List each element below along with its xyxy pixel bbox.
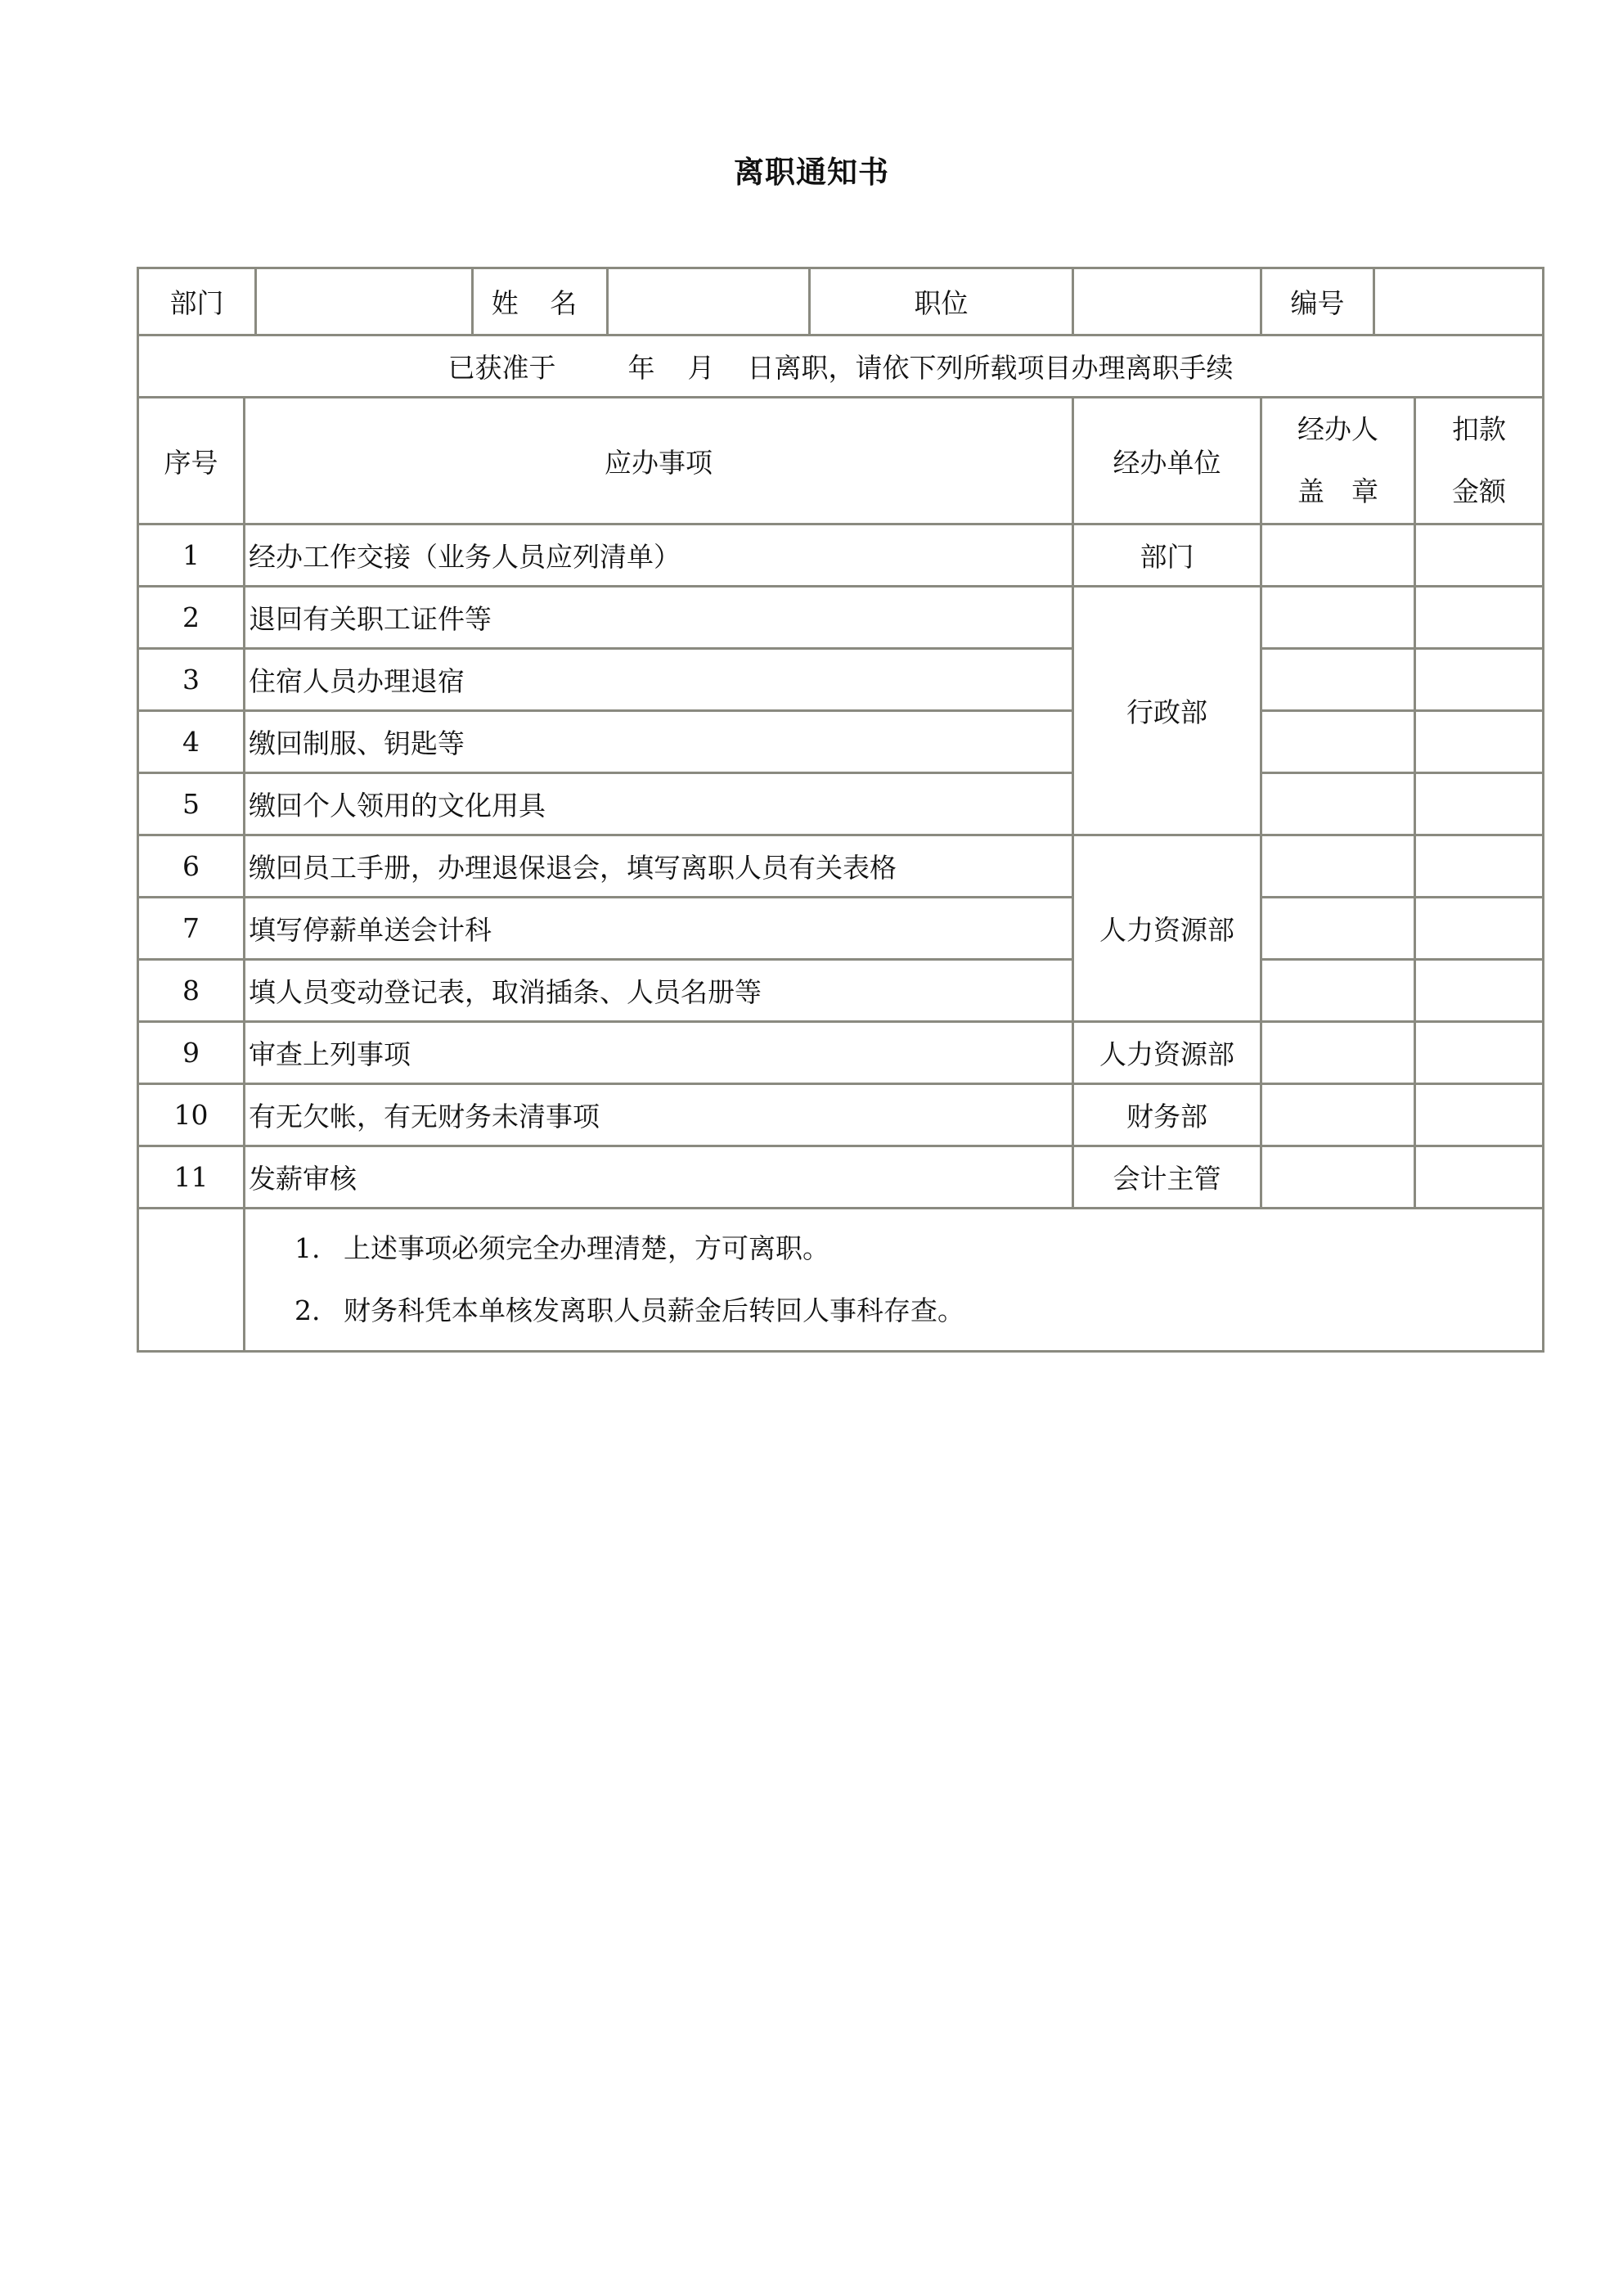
- notes-cell: [245, 1209, 1544, 1352]
- handler-stamp-cell[interactable]: [1261, 1146, 1415, 1209]
- col-handler-header: [1261, 398, 1415, 524]
- row-seq: 11: [138, 1146, 245, 1209]
- deduct-amount-cell[interactable]: [1415, 524, 1544, 587]
- col-deduct-line1: 扣款: [1452, 413, 1506, 445]
- row-item: 填人员变动登记表，取消插条、人员名册等: [245, 960, 1073, 1022]
- row-seq: 4: [138, 711, 245, 773]
- row-seq: 6: [138, 835, 245, 898]
- note-number: 1.: [294, 1232, 321, 1264]
- deduct-amount-cell[interactable]: [1415, 1022, 1544, 1084]
- approval-month: 月: [687, 352, 715, 384]
- table-row: [138, 773, 1544, 835]
- table-row: [138, 1084, 1544, 1146]
- col-seq-header: 序号: [138, 398, 245, 524]
- row-item: 缴回个人领用的文化用具: [245, 773, 1073, 835]
- row-seq: 7: [138, 898, 245, 960]
- handler-stamp-cell[interactable]: [1261, 835, 1415, 898]
- note-text: 上述事项必须完全办理清楚，方可离职。: [344, 1232, 829, 1264]
- number-field[interactable]: [1374, 268, 1544, 335]
- row-seq: 8: [138, 960, 245, 1022]
- handler-stamp-cell[interactable]: [1261, 649, 1415, 711]
- page-title: 离职通知书: [734, 155, 889, 190]
- approval-year: 年: [627, 352, 655, 384]
- row-item: 经办工作交接（业务人员应列清单）: [245, 524, 1073, 587]
- approval-row: [138, 335, 1544, 398]
- col-handler-line2: 盖 章: [1297, 475, 1378, 507]
- table-row: [138, 524, 1544, 587]
- col-deduct-line2: 金额: [1452, 475, 1506, 507]
- resignation-form-table: [137, 267, 1544, 1353]
- row-seq: 3: [138, 649, 245, 711]
- row-item: 审查上列事项: [245, 1022, 1073, 1084]
- row-unit: 部门: [1073, 524, 1261, 587]
- handler-stamp-cell[interactable]: [1261, 773, 1415, 835]
- handler-stamp-cell[interactable]: [1261, 524, 1415, 587]
- handler-stamp-cell[interactable]: [1261, 898, 1415, 960]
- deduct-amount-cell[interactable]: [1415, 711, 1544, 773]
- table-row: [138, 835, 1544, 898]
- name-field[interactable]: [608, 268, 810, 335]
- deduct-amount-cell[interactable]: [1415, 1084, 1544, 1146]
- handler-stamp-cell[interactable]: [1261, 587, 1415, 649]
- row-unit-admin: 行政部: [1073, 587, 1261, 835]
- col-unit-header: 经办单位: [1073, 398, 1261, 524]
- table-row: [138, 587, 1544, 649]
- col-item-header: 应办事项: [245, 398, 1073, 524]
- table-row: [138, 960, 1544, 1022]
- row-item: 缴回员工手册，办理退保退会，填写离职人员有关表格: [245, 835, 1073, 898]
- row-item: 退回有关职工证件等: [245, 587, 1073, 649]
- position-field[interactable]: [1073, 268, 1261, 335]
- note-item: [245, 1218, 1542, 1280]
- row-seq: 1: [138, 524, 245, 587]
- row-item: 有无欠帐，有无财务未清事项: [245, 1084, 1073, 1146]
- row-unit: 财务部: [1073, 1084, 1261, 1146]
- notes-row: [138, 1209, 1544, 1352]
- table-row: [138, 649, 1544, 711]
- row-seq: 9: [138, 1022, 245, 1084]
- col-handler-line1: 经办人: [1297, 413, 1378, 445]
- deduct-amount-cell[interactable]: [1415, 960, 1544, 1022]
- row-unit: 会计主管: [1073, 1146, 1261, 1209]
- table-row: [138, 1146, 1544, 1209]
- notes-blank-cell: [138, 1209, 245, 1352]
- department-label: 部门: [138, 268, 256, 335]
- handler-stamp-cell[interactable]: [1261, 711, 1415, 773]
- note-text: 财务科凭本单核发离职人员薪金后转回人事科存查。: [344, 1294, 964, 1326]
- deduct-amount-cell[interactable]: [1415, 649, 1544, 711]
- column-header-row: [138, 398, 1544, 524]
- note-item: [245, 1280, 1542, 1342]
- table-row: [138, 1022, 1544, 1084]
- name-label: 姓 名: [473, 268, 608, 335]
- approval-suffix: 日离职，请依下列所载项目办理离职手续: [747, 352, 1234, 384]
- row-seq: 2: [138, 587, 245, 649]
- deduct-amount-cell[interactable]: [1415, 587, 1544, 649]
- handler-stamp-cell[interactable]: [1261, 960, 1415, 1022]
- table-row: [138, 711, 1544, 773]
- row-seq: 5: [138, 773, 245, 835]
- handler-stamp-cell[interactable]: [1261, 1022, 1415, 1084]
- position-label: 职位: [810, 268, 1073, 335]
- department-field[interactable]: [256, 268, 473, 335]
- row-item: 住宿人员办理退宿: [245, 649, 1073, 711]
- deduct-amount-cell[interactable]: [1415, 835, 1544, 898]
- approval-line: [138, 335, 1544, 398]
- deduct-amount-cell[interactable]: [1415, 898, 1544, 960]
- note-number: 2.: [294, 1294, 321, 1326]
- approval-prefix: 已获准于: [447, 352, 556, 384]
- number-label: 编号: [1261, 268, 1374, 335]
- header-info-row: [138, 268, 1544, 335]
- handler-stamp-cell[interactable]: [1261, 1084, 1415, 1146]
- row-item: 填写停薪单送会计科: [245, 898, 1073, 960]
- table-row: [138, 898, 1544, 960]
- row-seq: 10: [138, 1084, 245, 1146]
- deduct-amount-cell[interactable]: [1415, 1146, 1544, 1209]
- row-unit: 人力资源部: [1073, 1022, 1261, 1084]
- deduct-amount-cell[interactable]: [1415, 773, 1544, 835]
- row-unit-hr: 人力资源部: [1073, 835, 1261, 1022]
- row-item: 缴回制服、钥匙等: [245, 711, 1073, 773]
- row-item: 发薪审核: [245, 1146, 1073, 1209]
- col-deduct-header: [1415, 398, 1544, 524]
